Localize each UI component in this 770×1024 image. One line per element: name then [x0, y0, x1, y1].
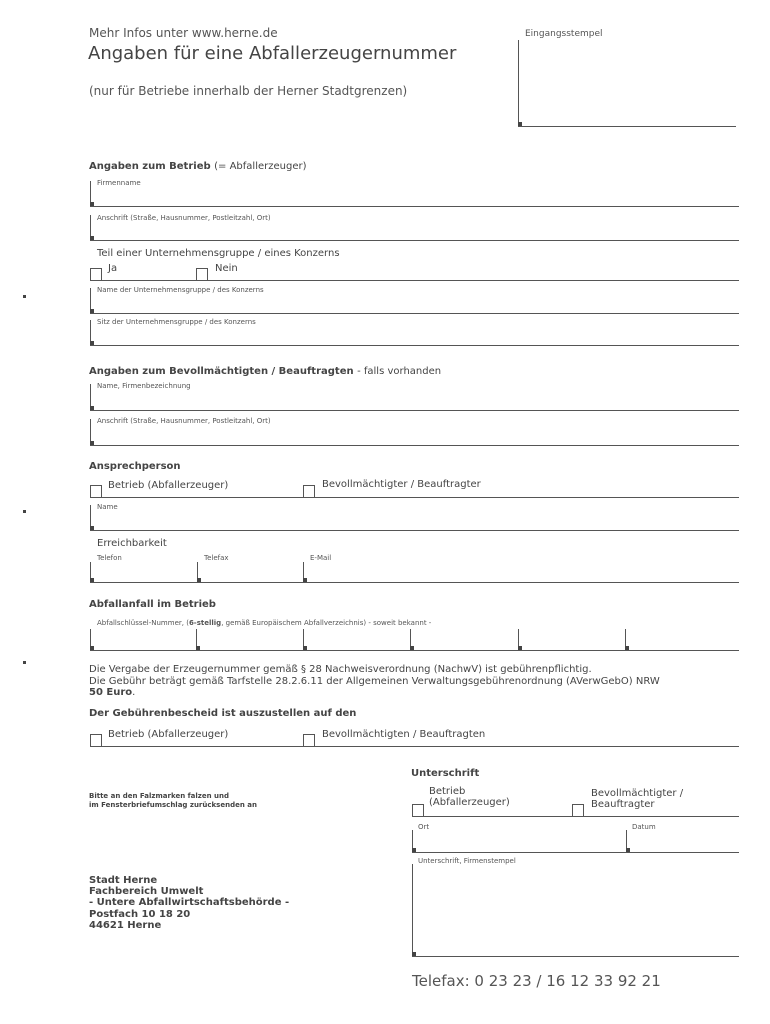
- ansprech-name-label: Name: [97, 503, 118, 511]
- fax-number: Telefax: 0 23 23 / 16 12 33 92 21: [412, 972, 661, 990]
- bescheid-heading: Der Gebührenbescheid ist auszustellen auf den: [89, 708, 357, 719]
- section-heading-bevollmaechtigter: Angaben zum Bevollmächtigten / Beauftragten - falls vorhanden: [89, 366, 442, 377]
- address-line: Postfach 10 18 20: [89, 909, 191, 920]
- falz-note-2: im Fensterbriefumschlag zurücksenden an: [89, 801, 257, 809]
- stamp-label: Eingangsstempel: [525, 29, 603, 39]
- bescheid-bevoll-label: Bevollmächtigten / Beauftragten: [322, 729, 486, 740]
- section-heading-ansprechperson: Ansprechperson: [89, 461, 181, 472]
- ansprech-bevoll-label: Bevollmächtigter / Beauftragter: [322, 479, 481, 490]
- unterschrift-bevoll-label-2: Beauftragter: [591, 799, 655, 810]
- nein-checkbox[interactable]: [196, 268, 208, 280]
- gebuehr-text-2: Die Gebühr beträgt gemäß Tarfstelle 28.2.6.11 der Allgemeinen Verwaltungsgebührenordnung (AVerwGebO) NRW: [89, 676, 660, 687]
- bevoll-name-label: Name, Firmenbezeichnung: [97, 382, 191, 390]
- bescheid-betrieb-label: Betrieb (Abfallerzeuger): [108, 729, 229, 740]
- fold-mark: [23, 295, 26, 298]
- ansprech-bevoll-checkbox[interactable]: [303, 485, 315, 497]
- email-label: E-Mail: [310, 554, 332, 562]
- section-heading-betrieb: Angaben zum Betrieb (= Abfallerzeuger): [89, 161, 307, 172]
- anschrift-label: Anschrift (Straße, Hausnummer, Postleitzahl, Ort): [97, 214, 271, 222]
- telefax-label: Telefax: [204, 554, 229, 562]
- fold-mark: [23, 661, 26, 664]
- unterschrift-betrieb-label-1: Betrieb: [429, 786, 466, 797]
- address-line: - Untere Abfallwirtschaftsbehörde -: [89, 897, 290, 908]
- erreichbarkeit-label: Erreichbarkeit: [97, 538, 167, 549]
- gebuehr-text-1: Die Vergabe der Erzeugernummer gemäß § 28 Nachweisverordnung (NachwV) ist gebührenpflichtig.: [89, 664, 592, 675]
- gruppe-name-label: Name der Unternehmensgruppe / des Konzerns: [97, 286, 264, 294]
- datum-label: Datum: [632, 823, 656, 831]
- signature-label: Unterschrift, Firmenstempel: [418, 857, 516, 865]
- unterschrift-heading: Unterschrift: [411, 768, 480, 779]
- ort-label: Ort: [418, 823, 430, 831]
- bevoll-anschrift-label: Anschrift (Straße, Hausnummer, Postleitzahl, Ort): [97, 417, 271, 425]
- unterschrift-bevoll-label-1: Bevollmächtigter /: [591, 788, 684, 799]
- ansprech-betrieb-label: Betrieb (Abfallerzeuger): [108, 480, 229, 491]
- address-line: Fachbereich Umwelt: [89, 886, 204, 897]
- telefon-label: Telefon: [97, 554, 122, 562]
- abfallschluessel-caption: Abfallschlüssel-Nummer, (6-stellig, gemäß Europäischem Abfallverzeichnis) - soweit bekannt -: [97, 619, 432, 627]
- bescheid-betrieb-checkbox[interactable]: [90, 734, 102, 746]
- page-title: Angaben für eine Abfallerzeugernummer: [88, 43, 457, 64]
- fold-mark: [23, 510, 26, 513]
- ansprech-betrieb-checkbox[interactable]: [90, 485, 102, 497]
- page-subtitle: (nur für Betriebe innerhalb der Herner Stadtgrenzen): [89, 84, 408, 98]
- unterschrift-betrieb-label-2: (Abfallerzeuger): [429, 797, 510, 808]
- nein-label: Nein: [215, 263, 238, 274]
- address-line: Stadt Herne: [89, 875, 158, 886]
- gebuehr-amount: 50 Euro.: [89, 687, 136, 698]
- unterschrift-betrieb-checkbox[interactable]: [412, 804, 424, 816]
- gruppe-sitz-label: Sitz der Unternehmensgruppe / des Konzerns: [97, 318, 256, 326]
- section-heading-abfallanfall: Abfallanfall im Betrieb: [89, 599, 216, 610]
- falz-note-1: Bitte an den Falzmarken falzen und: [89, 792, 229, 800]
- firmenname-label: Firmenname: [97, 179, 141, 187]
- unterschrift-bevoll-checkbox[interactable]: [572, 804, 584, 816]
- bescheid-bevoll-checkbox[interactable]: [303, 734, 315, 746]
- ja-checkbox[interactable]: [90, 268, 102, 280]
- address-line: 44621 Herne: [89, 920, 162, 931]
- gruppe-question: Teil einer Unternehmensgruppe / eines Konzerns: [97, 248, 340, 259]
- info-link-text: Mehr Infos unter www.herne.de: [89, 26, 278, 40]
- ja-label: Ja: [108, 263, 118, 274]
